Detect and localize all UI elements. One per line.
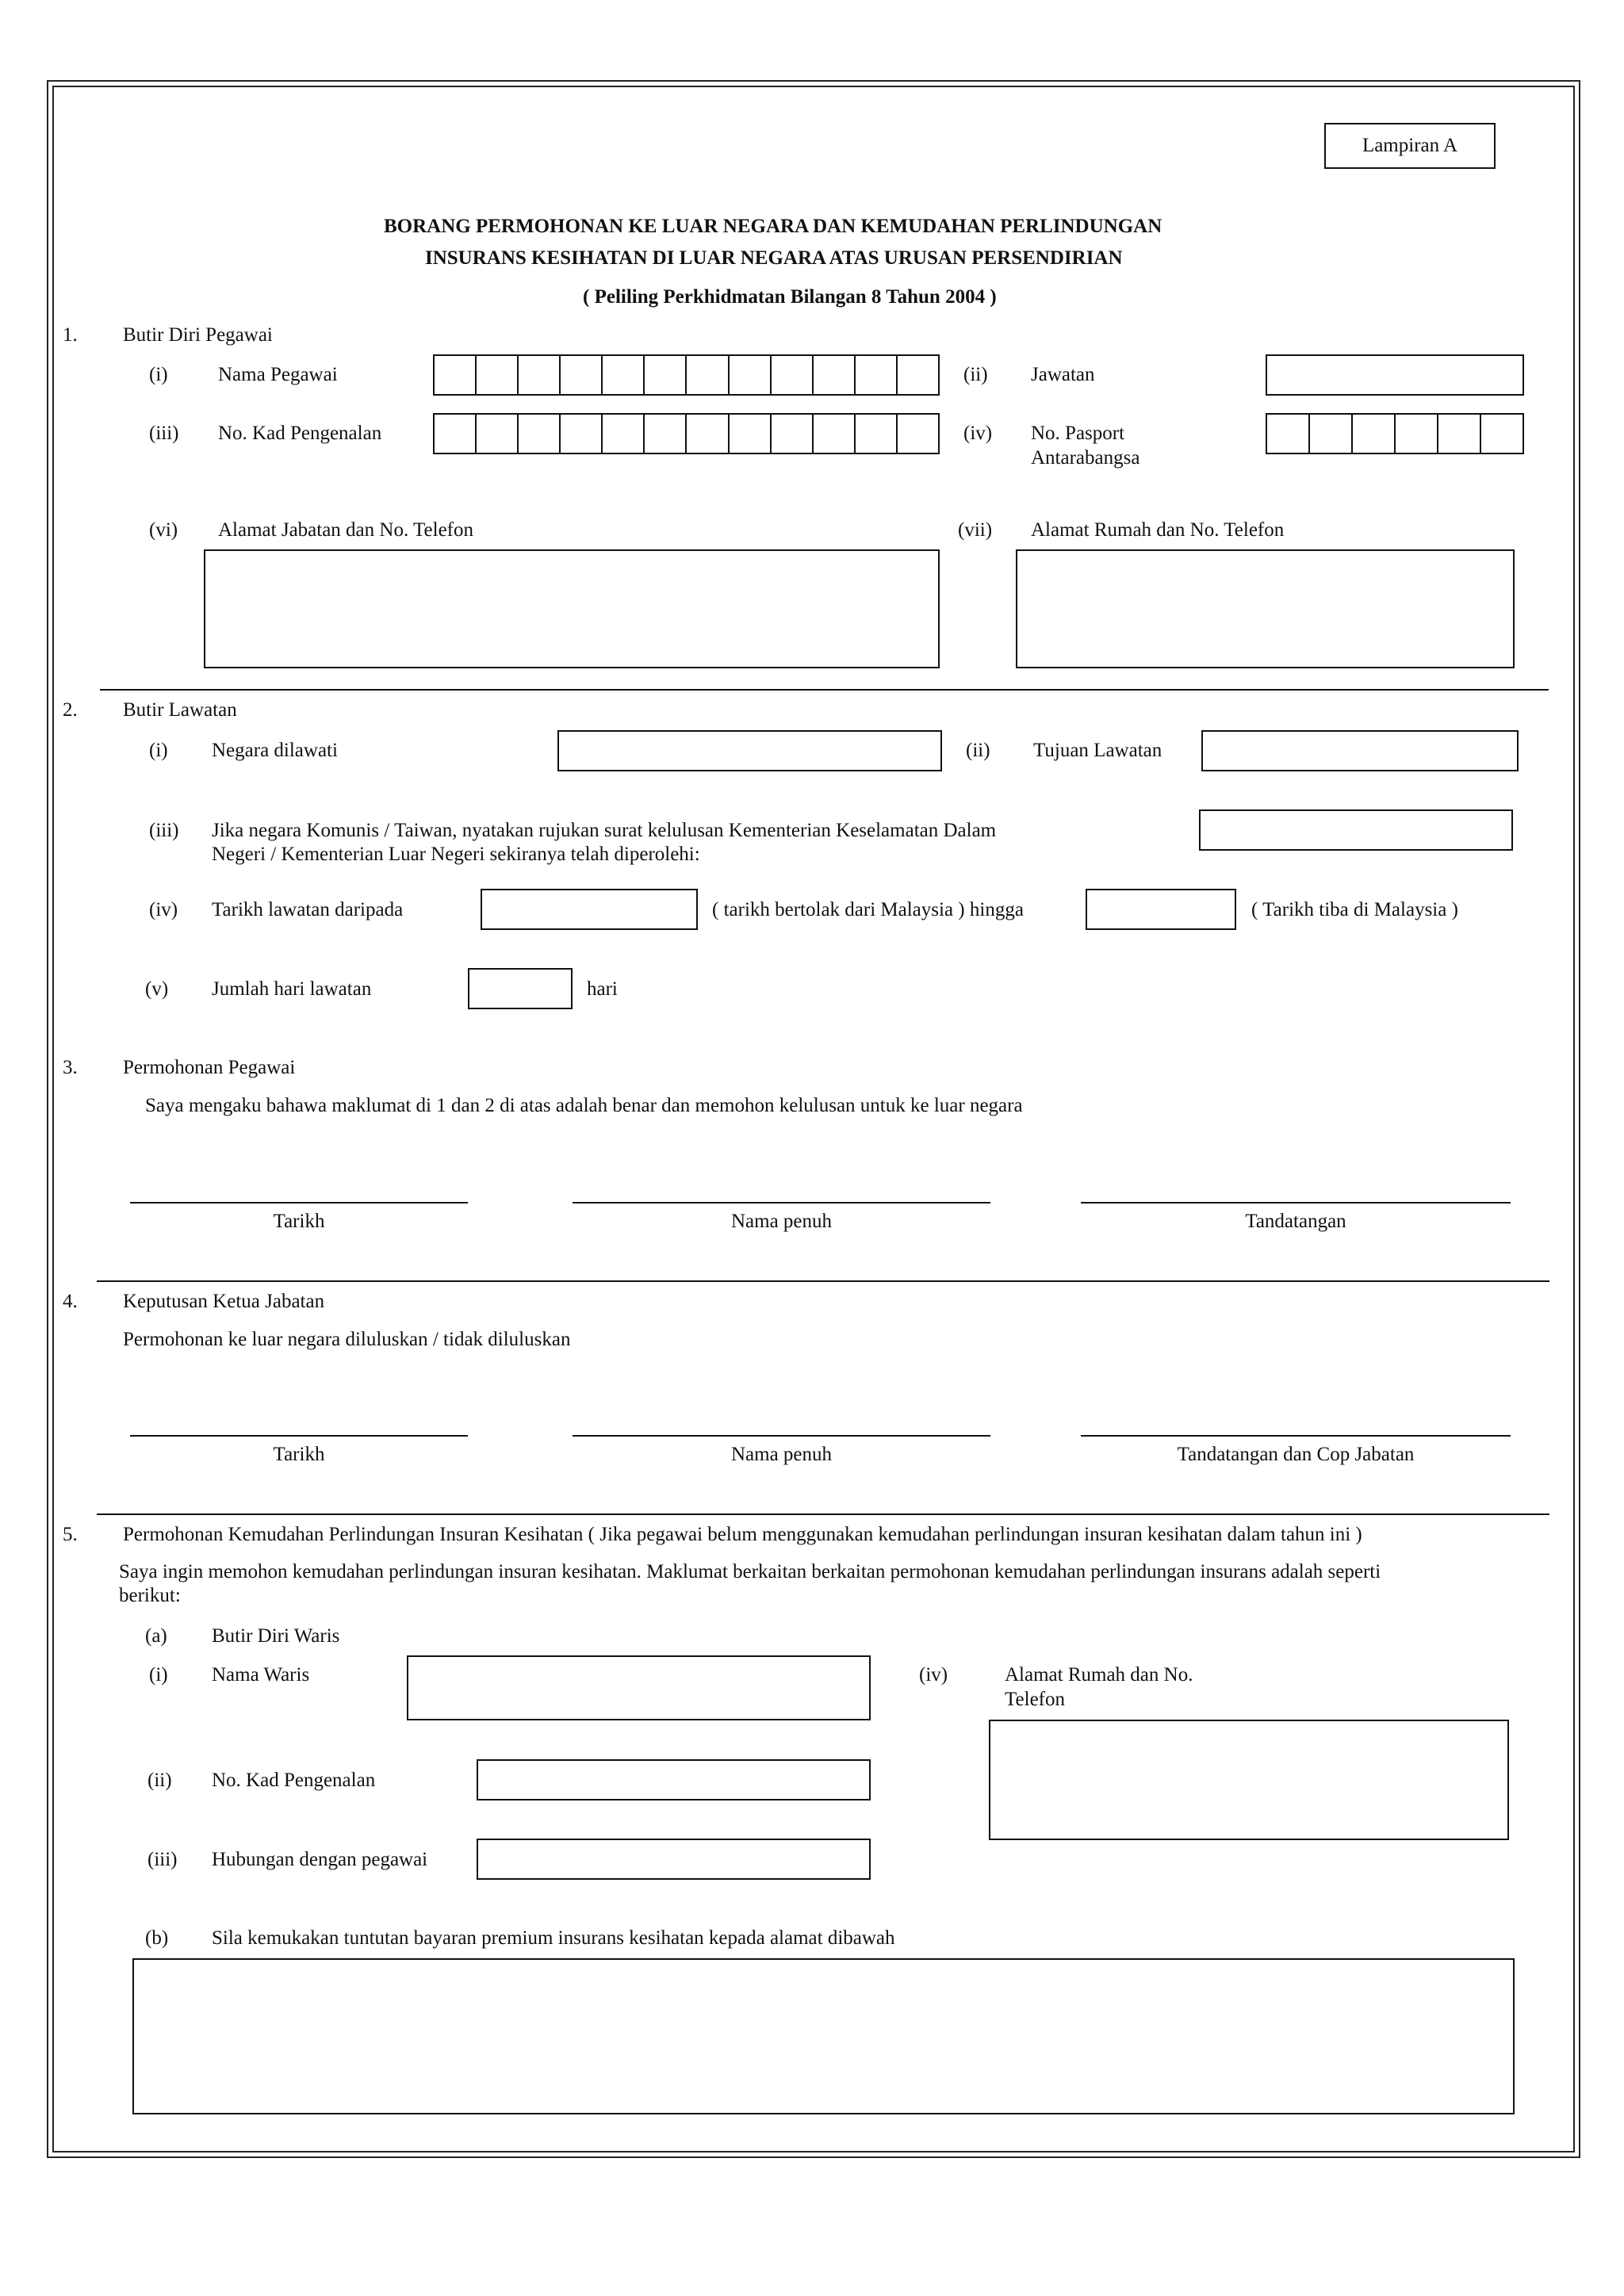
section-divider-3	[97, 1280, 1549, 1282]
section-4-heading: Keputusan Ketua Jabatan	[123, 1291, 325, 1312]
s2-iv-number: (iv)	[149, 899, 178, 920]
s2-tarikh-tiba-text: ( Tarikh tiba di Malaysia )	[1251, 899, 1458, 920]
s3-statement: Saya mengaku bahawa maklumat di 1 dan 2 di atas adalah benar dan memohon kelulusan untuk ke luar negara	[145, 1095, 1023, 1116]
s1-ii-number: (ii)	[963, 364, 988, 385]
s5-iii-number: (iii)	[147, 1849, 178, 1870]
s5-butir-waris-label: Butir Diri Waris	[212, 1625, 340, 1647]
tarikh-daripada-field[interactable]	[481, 889, 698, 930]
title-line-1: BORANG PERMOHONAN KE LUAR NEGARA DAN KEMUDAHAN PERLINDUNGAN	[384, 216, 1162, 237]
negara-dilawati-field[interactable]	[557, 730, 942, 771]
lampiran-text: Lampiran A	[1362, 135, 1458, 156]
pasport-field[interactable]	[1266, 413, 1524, 454]
s1-i-number: (i)	[149, 364, 168, 385]
s4-nama-caption: Nama penuh	[730, 1444, 833, 1465]
section-divider-4	[97, 1513, 1549, 1515]
s5-kad-waris-label: No. Kad Pengenalan	[212, 1770, 376, 1791]
alamat-premium-field[interactable]	[132, 1958, 1515, 2114]
s5-alamat-waris-label-2: Telefon	[1005, 1689, 1065, 1710]
section-5-number: 5.	[63, 1524, 78, 1545]
tarikh-hingga-field[interactable]	[1086, 889, 1236, 930]
s4-statement: Permohonan ke luar negara diluluskan / tidak diluluskan	[123, 1329, 571, 1350]
s2-v-number: (v)	[145, 978, 169, 1000]
s1-pasport-label-1: No. Pasport	[1031, 423, 1125, 444]
s3-nama-line[interactable]	[573, 1202, 990, 1203]
s2-ii-number: (ii)	[966, 740, 990, 761]
jumlah-hari-field[interactable]	[468, 968, 573, 1009]
s5-a-number: (a)	[145, 1625, 167, 1647]
alamat-rumah-field[interactable]	[1016, 549, 1515, 668]
s2-komunis-line-1: Jika negara Komunis / Taiwan, nyatakan rujukan surat kelulusan Kementerian Keselamatan Dalam	[212, 820, 997, 841]
s3-tandatangan-line[interactable]	[1081, 1202, 1511, 1203]
hubungan-field[interactable]	[477, 1839, 871, 1880]
s3-nama-caption: Nama penuh	[730, 1211, 833, 1232]
s5-iv-number: (iv)	[919, 1664, 948, 1686]
section-4-number: 4.	[63, 1291, 78, 1312]
s2-komunis-line-2: Negeri / Kementerian Luar Negeri sekiranya telah diperolehi:	[212, 844, 700, 865]
s1-kad-pengenalan-label: No. Kad Pengenalan	[218, 423, 382, 444]
alamat-waris-field[interactable]	[989, 1720, 1509, 1840]
s1-vi-number: (vi)	[149, 519, 178, 541]
s2-iii-number: (iii)	[149, 820, 179, 841]
s1-alamat-jabatan-label: Alamat Jabatan dan No. Telefon	[218, 519, 473, 541]
lampiran-label	[1324, 123, 1496, 169]
s1-nama-pegawai-label: Nama Pegawai	[218, 364, 338, 385]
kad-pengenalan-waris-field[interactable]	[477, 1759, 871, 1800]
s2-jumlah-hari-label: Jumlah hari lawatan	[212, 978, 372, 1000]
s5-i-number: (i)	[149, 1664, 168, 1686]
nama-waris-field[interactable]	[407, 1655, 871, 1720]
section-1-number: 1.	[63, 324, 78, 346]
s1-jawatan-label: Jawatan	[1031, 364, 1095, 385]
alamat-jabatan-field[interactable]	[204, 549, 940, 668]
s2-negara-label: Negara dilawati	[212, 740, 338, 761]
s1-iv-number: (iv)	[963, 423, 993, 444]
section-2-number: 2.	[63, 699, 78, 721]
kad-pengenalan-field[interactable]	[433, 413, 940, 454]
s5-ii-number: (ii)	[147, 1770, 172, 1791]
s2-hari-unit: hari	[587, 978, 618, 1000]
s3-tandatangan-caption: Tandatangan	[1245, 1211, 1346, 1232]
s4-nama-line[interactable]	[573, 1435, 990, 1437]
section-1-heading: Butir Diri Pegawai	[123, 324, 273, 346]
s5-alamat-waris-label-1: Alamat Rumah dan No.	[1005, 1664, 1193, 1686]
section-2-heading: Butir Lawatan	[123, 699, 237, 721]
s3-tarikh-line[interactable]	[130, 1202, 468, 1203]
s1-iii-number: (iii)	[149, 423, 179, 444]
s2-tarikh-label: Tarikh lawatan daripada	[212, 899, 404, 920]
s5-premium-label: Sila kemukakan tuntutan bayaran premium insurans kesihatan kepada alamat dibawah	[212, 1927, 895, 1949]
title-line-3: ( Peliling Perkhidmatan Bilangan 8 Tahun 2004 )	[583, 286, 997, 308]
jawatan-field[interactable]	[1266, 354, 1524, 396]
s3-tarikh-caption: Tarikh	[273, 1211, 325, 1232]
s5-statement-line-1: Saya ingin memohon kemudahan perlindungan insuran kesihatan. Maklumat berkaitan berkaitan permohonan kemudahan perlindungan insurans adalah seperti	[119, 1561, 1381, 1582]
s1-vii-number: (vii)	[958, 519, 993, 541]
s2-tarikh-bertolak-text: ( tarikh bertolak dari Malaysia ) hingga	[712, 899, 1024, 920]
s5-statement-line-2: berikut:	[119, 1585, 181, 1606]
section-5-heading: Permohonan Kemudahan Perlindungan Insuran Kesihatan ( Jika pegawai belum menggunakan kemudahan perlindungan insuran kesihatan dalam tahun ini )	[123, 1524, 1362, 1545]
s4-tarikh-caption: Tarikh	[273, 1444, 325, 1465]
s5-hubungan-label: Hubungan dengan pegawai	[212, 1849, 428, 1870]
section-3-number: 3.	[63, 1057, 78, 1078]
nama-pegawai-field[interactable]	[433, 354, 940, 396]
section-3-heading: Permohonan Pegawai	[123, 1057, 296, 1078]
section-divider-1	[100, 689, 1549, 691]
s2-i-number: (i)	[149, 740, 168, 761]
s1-alamat-rumah-label: Alamat Rumah dan No. Telefon	[1031, 519, 1285, 541]
title-line-2: INSURANS KESIHATAN DI LUAR NEGARA ATAS URUSAN PERSENDIRIAN	[425, 247, 1123, 269]
tujuan-lawatan-field[interactable]	[1201, 730, 1519, 771]
s4-tarikh-line[interactable]	[130, 1435, 468, 1437]
s5-nama-waris-label: Nama Waris	[212, 1664, 310, 1686]
rujukan-surat-field[interactable]	[1199, 809, 1513, 851]
s5-b-number: (b)	[145, 1927, 169, 1949]
s1-pasport-label-2: Antarabangsa	[1031, 447, 1140, 469]
s2-tujuan-label: Tujuan Lawatan	[1033, 740, 1162, 761]
s4-tandatangan-caption: Tandatangan dan Cop Jabatan	[1177, 1444, 1415, 1465]
s4-tandatangan-line[interactable]	[1081, 1435, 1511, 1437]
